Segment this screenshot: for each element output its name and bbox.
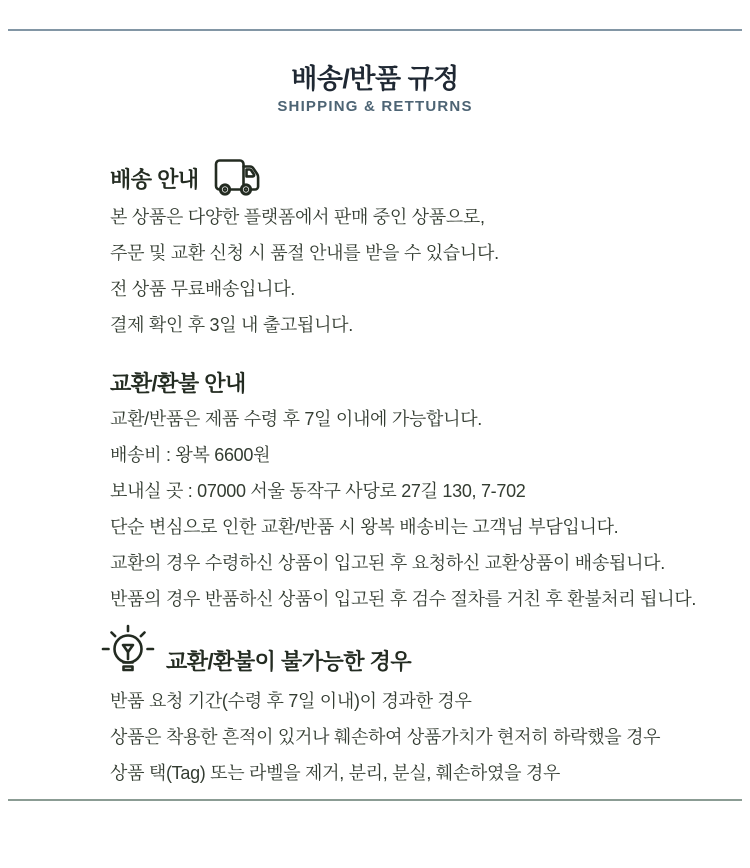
truck-icon	[213, 157, 263, 204]
policy-content	[0, 160, 750, 784]
shipping-info-section	[110, 160, 710, 336]
shipping-info-heading-row	[110, 160, 710, 200]
page-header	[0, 64, 750, 116]
policy-line: 상품 택(Tag) 또는 라벨을 제거, 분리, 분실, 훼손하였을 경우	[110, 763, 561, 783]
not-allowed-heading: 교환/환불이 불가능한 경우	[166, 649, 412, 674]
policy-line: 본 상품은 다양한 플랫폼에서 판매 중인 상품으로,	[110, 207, 485, 227]
policy-line: 반품 요청 기간(수령 후 7일 이내)이 경과한 경우	[110, 691, 472, 711]
policy-line: 전 상품 무료배송입니다.	[110, 279, 295, 299]
policy-line: 반품의 경우 반품하신 상품이 입고된 후 검수 절차를 거친 후 환불처리 됩니다.	[110, 589, 697, 609]
page-title: 배송/반품 규정	[291, 64, 459, 94]
top-divider	[8, 29, 742, 31]
page-subtitle: SHIPPING & RETTURNS	[277, 98, 473, 115]
exchange-refund-heading: 교환/환불 안내	[110, 371, 246, 396]
bottom-divider	[8, 799, 742, 801]
policy-line: 배송비 : 왕복 6600원	[110, 445, 271, 465]
exchange-refund-lines	[110, 408, 710, 610]
policy-line: 교환의 경우 수령하신 상품이 입고된 후 요청하신 교환상품이 배송됩니다.	[110, 553, 665, 573]
not-allowed-lines	[110, 690, 710, 784]
policy-line: 교환/반품은 제품 수령 후 7일 이내에 가능합니다.	[110, 409, 482, 429]
not-allowed-heading-row	[98, 624, 710, 684]
exchange-refund-not-allowed-section	[110, 624, 710, 784]
lightbulb-icon	[98, 622, 158, 687]
shipping-return-policy-page	[0, 29, 750, 868]
policy-line: 주문 및 교환 신청 시 품절 안내를 받을 수 있습니다.	[110, 243, 499, 263]
shipping-info-heading: 배송 안내	[110, 167, 199, 192]
policy-line: 상품은 착용한 흔적이 있거나 훼손하여 상품가치가 현저히 하락했을 경우	[110, 727, 661, 747]
shipping-info-lines	[110, 206, 710, 336]
policy-line: 보내실 곳 : 07000 서울 동작구 사당로 27길 130, 7-702	[110, 481, 526, 501]
policy-line: 단순 변심으로 인한 교환/반품 시 왕복 배송비는 고객님 부담입니다.	[110, 517, 619, 537]
policy-line: 결제 확인 후 3일 내 출고됩니다.	[110, 315, 353, 335]
exchange-refund-section	[110, 371, 710, 610]
